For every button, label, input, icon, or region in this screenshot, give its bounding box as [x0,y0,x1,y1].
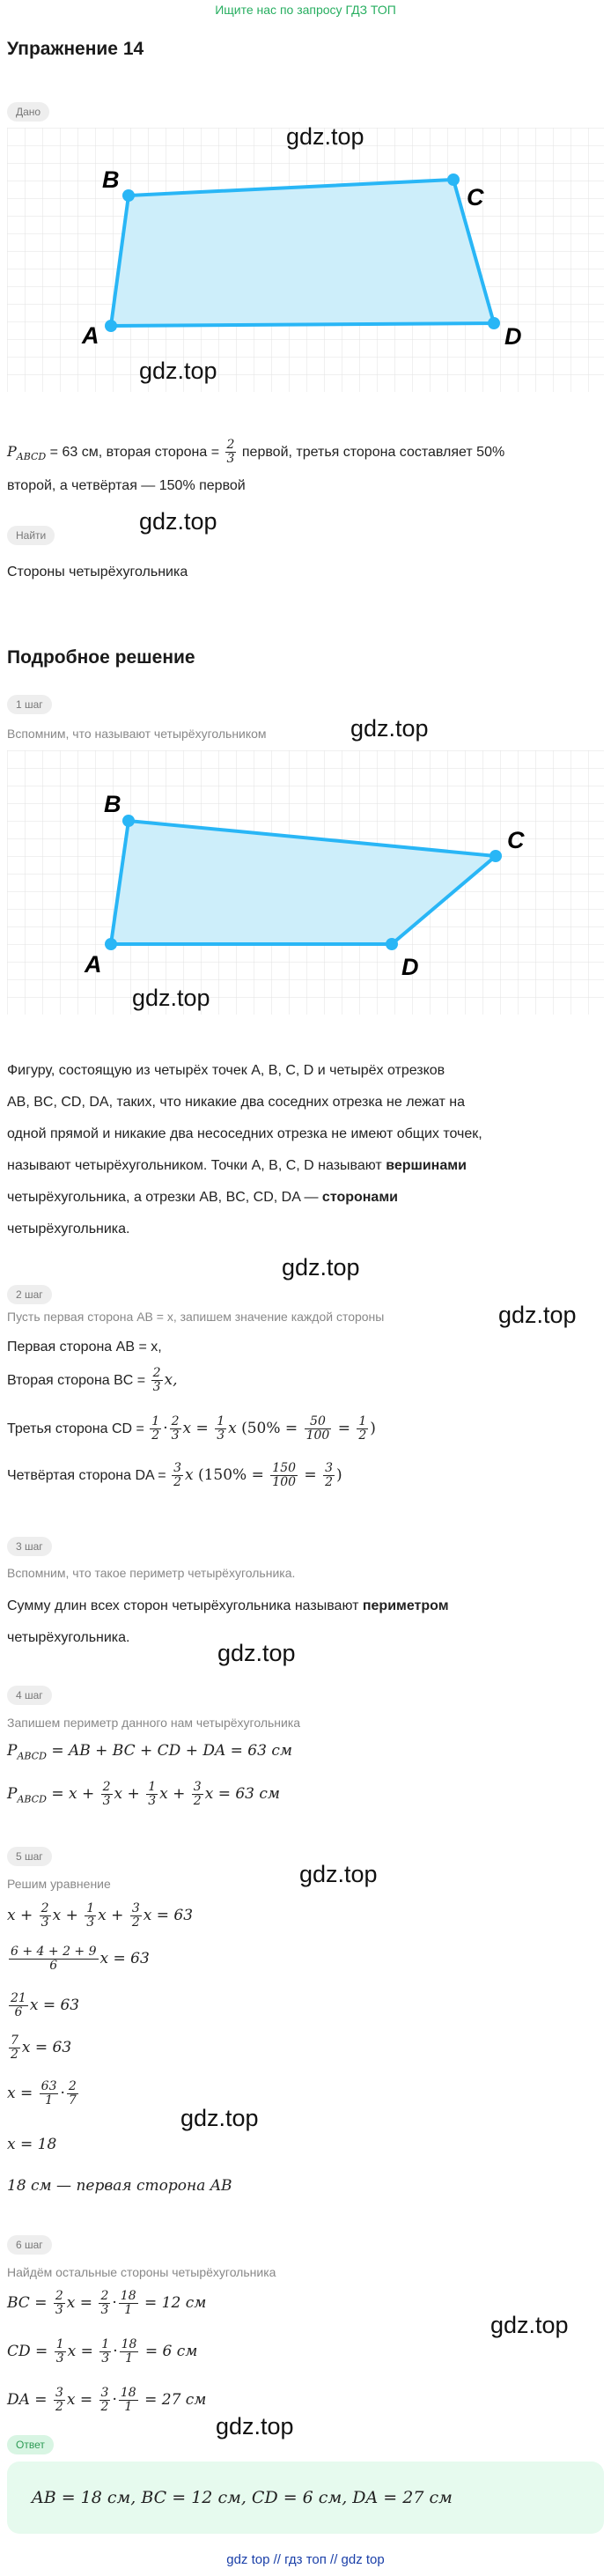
quadrilateral-abcd [111,180,494,326]
label-b: B [102,166,120,193]
label-d: D [401,954,419,980]
step5-eq2: $\frac{6 + 4 + 2 + 9}{6}$ x = 63 [11,1945,150,1973]
find-text: Стороны четырёхугольника [7,565,188,579]
watermark: gdz.top [132,985,210,1011]
answer-box: AB = 18 см, BC = 12 см, CD = 6 см, DA = 27 см [7,2462,604,2534]
label-c: C [467,184,484,210]
watermark: gdz.top [299,1861,378,1887]
step1-p2: AB, BC, CD, DA, таких, что никакие два соседних отрезка не лежат на [7,1095,465,1110]
step1-caption: Вспомним, что называют четырёхугольником [7,727,267,741]
step1-p6: четырёхугольника. [7,1222,130,1236]
step2-line4: Четвёртая сторона DA = $\frac{3}{2}$ x (150% = $\frac{150}{100}$ = $\frac{3}{2}$ ) [7,1461,342,1489]
label-a: A [82,322,99,349]
given-p-sub: ABCD [16,451,47,463]
step2-badge: 2 шаг [7,1285,52,1304]
label-c: C [507,827,525,853]
step1-p5: четырёхугольника, а отрезки AB, BC, CD, DA — сторонами [7,1190,398,1205]
given-p: P [7,443,17,460]
step5-eq3: $\frac{21}{6}$ x = 63 [11,1991,80,2019]
step1-p1: Фигуру, состоящую из четырёх точек A, B, C, D и четырёх отрезков [7,1063,445,1078]
step4-line2: $P_{ABCD} = x$ + $\frac{2}{3}$ x + $\frac{1}{3}$ x + $\frac{3}{2}$ x = 63 см [7,1780,280,1808]
label-d: D [504,323,522,350]
step6-badge: 6 шаг [7,2235,52,2255]
step5-eq5: x = $\frac{63}{1}$ · $\frac{2}{7}$ [7,2079,77,2107]
step5-badge: 5 шаг [7,1847,52,1866]
answer-badge: Ответ [7,2435,54,2454]
vertex-a [105,938,117,950]
step2-line1: Первая сторона AB = x, [7,1340,162,1354]
vertex-c [447,173,460,186]
step4-line1: $P_{ABCD}$ = AB + BC + CD + DA = 63 см [7,1742,292,1762]
step4-badge: 4 шаг [7,1686,52,1705]
step6-da: DA = $\frac{3}{2}$ x = $\frac{3}{2}$ · $\frac{18}{1}$ = 27 см [7,2386,207,2414]
step3-caption: Вспомним, что такое периметр четырёхугольника. [7,1566,296,1580]
step2-line2: Вторая сторона BC = $\frac{2}{3}$ x, [7,1366,178,1394]
step5-eq4: $\frac{7}{2}$ x = 63 [11,2033,72,2062]
page-title: Упражнение 14 [7,39,144,59]
watermark: gdz.top [282,1254,360,1281]
step3-p2: четырёхугольника. [7,1630,130,1645]
watermark: gdz.top [498,1302,577,1328]
given-badge: Дано [7,102,49,122]
step2-line3: Третья сторона CD = $\frac{1}{2}$ · $\frac{2}{3}$ x = $\frac{1}{3}$ x (50% = $\frac{50}{100}$ = $\frac{1}{2}$ ) [7,1414,376,1443]
watermark: gdz.top [216,2413,294,2439]
step6-bc: BC = $\frac{2}{3}$ x = $\frac{2}{3}$ · $\frac{18}{1}$ = 12 см [7,2289,207,2317]
step5-result: 18 см — первая сторона AB [7,2177,232,2195]
term-sides: сторонами [321,1190,398,1205]
step4-caption: Запишем периметр данного нам четырёхугольника [7,1716,301,1730]
vertex-c [490,850,502,862]
step1-badge: 1 шаг [7,695,52,714]
watermark: gdz.top [180,2105,259,2131]
solution-title: Подробное решение [7,647,195,668]
watermark: gdz.top [139,508,217,535]
footer-links[interactable]: gdz top // гдз топ // gdz top [226,2552,385,2567]
vertex-d [488,317,500,329]
watermark: gdz.top [217,1640,296,1666]
label-a: A [85,951,102,978]
step5-caption: Решим уравнение [7,1877,111,1891]
watermark: gdz.top [490,2312,569,2338]
watermark: gdz.top [139,358,217,384]
find-badge: Найти [7,526,55,545]
given-text-1: = 63 см, вторая сторона = [46,445,224,460]
step1-p4: называют четырёхугольником. Точки A, B, C, D называют вершинами [7,1158,467,1173]
vertex-b [122,815,135,827]
step6-caption: Найдём остальные стороны четырёхугольника [7,2265,276,2279]
given-fraction: $\frac{2}{3}$ [226,438,235,467]
top-ad-banner[interactable]: Ищите нас по запросу ГДЗ ТОП [215,3,396,17]
label-b: B [104,791,121,817]
step5-eq6: x = 18 [7,2136,57,2153]
step6-cd: CD = $\frac{1}{3}$ x = $\frac{1}{3}$ · $\frac{18}{1}$ = 6 см [7,2337,198,2366]
step3-p1: Сумму длин всех сторон четырёхугольника называют периметром [7,1598,449,1613]
watermark: gdz.top [286,123,364,150]
vertex-a [105,320,117,332]
step1-p3: одной прямой и никакие два несоседних отрезка не имеют общих точек, [7,1126,482,1141]
step2-caption: Пусть первая сторона AB = x, запишем значение каждой стороны [7,1310,385,1324]
vertex-b [122,189,135,202]
given-text-line2: второй, а четвёртая — 150% первой [7,478,246,493]
given-text-2: первой, третья сторона составляет 50% [238,445,505,460]
step1-figure [7,750,604,1015]
given-text [7,436,504,473]
vertex-d [386,938,398,950]
watermark: gdz.top [350,715,429,742]
step3-badge: 3 шаг [7,1537,52,1556]
term-perimeter: периметром [362,1598,449,1613]
given-figure [7,128,604,392]
step5-eq1: x + $\frac{2}{3}$ x + $\frac{1}{3}$ x + $\frac{3}{2}$ x = 63 [7,1901,194,1930]
term-vertices: вершинами [386,1158,467,1173]
